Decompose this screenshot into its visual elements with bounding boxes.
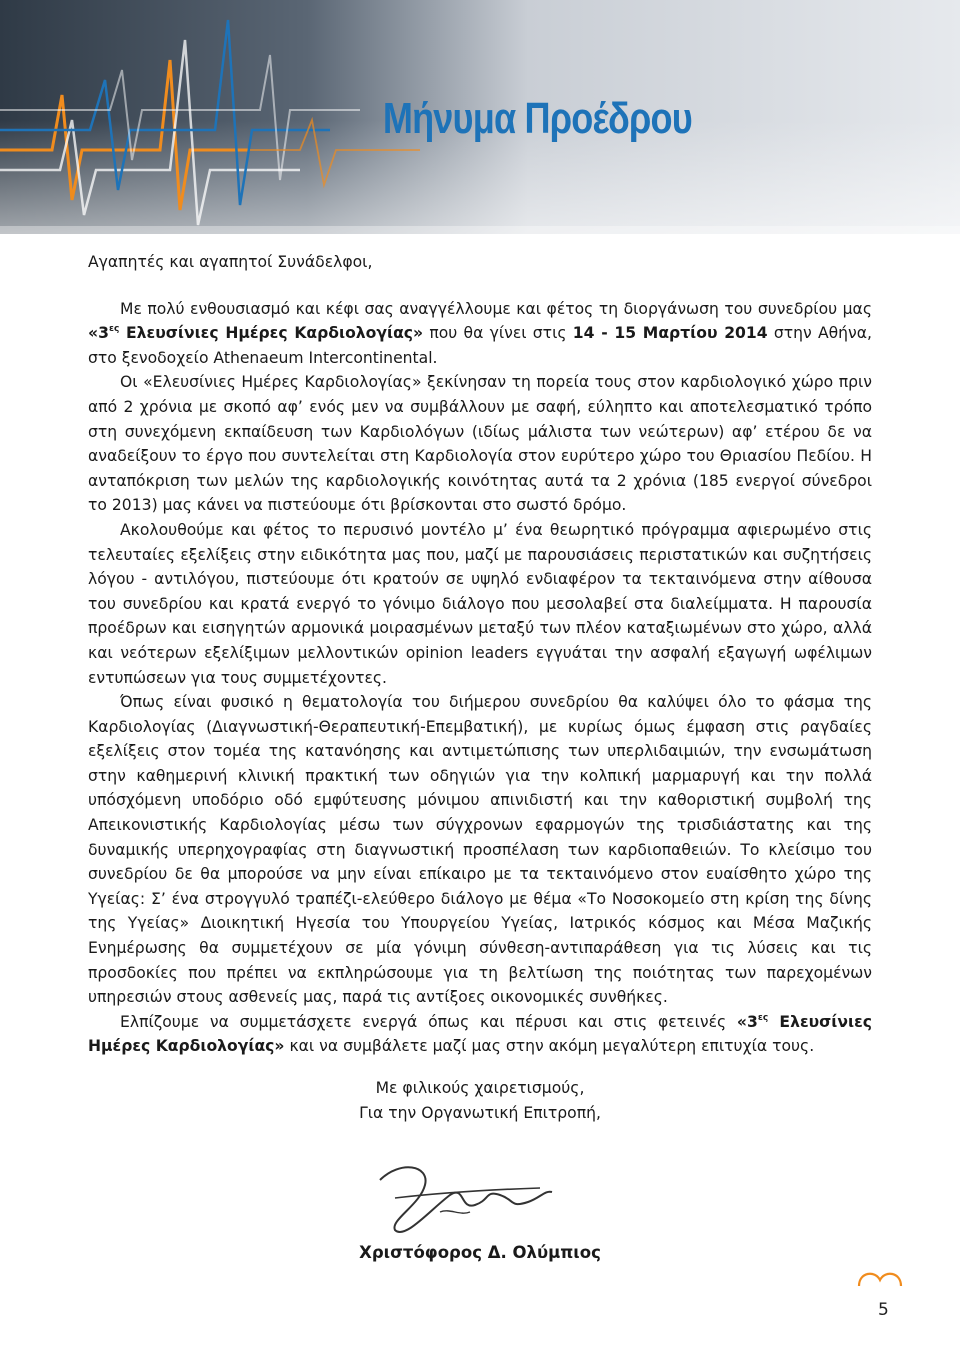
closing-committee: Για την Οργανωτική Επιτροπή, — [359, 1103, 601, 1122]
paragraph-3: Ακολουθούμε και φέτος το περυσινό μοντέλο μ’ ένα θεωρητικό πρόγραμμα αφιερωμένο στις τελευταίες εξελίξεις στην ειδικότητα μας που, μαζί με παρουσιάσεις περιστατικών και συζητήσεις λόγου - αντιλόγου, πιστεύουμε ότι κρατούν σε υψηλό ενδιαφέρον τα τεκταινόμενα στην αίθουσα του συνεδρίου και κρατά ενεργό το γόνιμο διάλογο που μεσολαβεί στα διαλείμματα. Η παρουσία προέδρων και εισηγητών αρμονικά μοιρασμένων μεταξύ των πλέον καταξιωμένων στο χώρο, αλλά και νεότερων εξελίξιμων μελλοντικών opinion leaders εγγυάται την ασφαλή εξαγωγή ωφέλιμων εντυπώσεων για τους συμμετέχοντες. — [88, 520, 872, 687]
closing-block — [0, 1076, 960, 1125]
header-banner — [0, 0, 960, 234]
p1-text-f: στην Αθήνα, στο ξενοδοχείο Athenaeum Intercontinental. — [88, 324, 872, 367]
p5-ordinal-suffix: ες — [757, 1012, 769, 1023]
closing-greeting: Με φιλικούς χαιρετισμούς, — [375, 1079, 585, 1097]
p1-event-title: Ελευσίνιες Ημέρες Καρδιολογίας» — [119, 324, 424, 343]
paragraph-5 — [88, 1010, 872, 1059]
paragraph-1 — [88, 297, 872, 371]
p1-event-number: «3 — [88, 324, 109, 343]
p5-text-d: και να συμβάλετε μαζί μας στην ακόμη μεγαλύτερη επιτυχία τους. — [284, 1037, 815, 1056]
page-title: Μήνυμα Προέδρου — [382, 94, 692, 143]
p1-event-name — [88, 324, 423, 342]
p1-text-d: που θα γίνει στις — [423, 324, 573, 343]
p1-ordinal-suffix: ες — [108, 324, 120, 334]
page-number: 5 — [878, 1300, 889, 1320]
paragraph-2: Οι «Ελευσίνιες Ημέρες Καρδιολογίας» ξεκίνησαν τη πορεία τους στον καρδιολογικό χώρο πριν από 2 χρόνια με σκοπό αφ’ ενός μεν να συμβάλλουν με σαφή, εύληπτο και αποτελεσματικό τρόπο στη συνεχόμενη εκπαίδευση των Καρδιολόγων (ιδίως μάλιστα των νεώτερων) αφ’ ετέρου δε να αναδείξουν το έργο που συντελείται στη Καρδιολογία στον ευρύτερο χώρο του Θριασίου Πεδίου. Η ανταπόκριση των μελών της καρδιολογικής κοινότητας αυτά τα 2 χρόνια (185 ενεργοί σύνεδροι το 2013) μας κάνει να πιστεύουμε ότι βρίσκονται στο σωστό δρόμο. — [88, 373, 872, 515]
heart-logo-icon — [855, 1264, 905, 1304]
p1-event-dates: 14 - 15 Μαρτίου 2014 — [572, 324, 768, 343]
signer-name: Χριστόφορος Δ. Ολύμπιος — [359, 1243, 601, 1262]
p1-text-a: Με πολύ ενθουσιασμό και κέφι σας αναγγέλλουμε και φέτος τη διοργάνωση του συνεδρίου μας — [120, 299, 872, 318]
p5-event-number: «3 — [736, 1012, 758, 1031]
salutation: Αγαπητές και αγαπητοί Συνάδελφοι, — [88, 253, 373, 271]
handwritten-signature — [360, 1150, 560, 1240]
p5-event-title: Ελευσίνιες Ημέρες Καρδιολογίας» — [88, 1012, 872, 1056]
p5-text-a: Ελπίζουμε να συμμετάσχετε ενεργά όπως και πέρυσι και στις φετεινές — [120, 1012, 737, 1031]
letter-body — [88, 250, 872, 1059]
paragraph-4: Όπως είναι φυσικό η θεματολογία του διήμερου συνεδρίου θα καλύψει όλο το φάσμα της Καρδιολογίας (Διαγνωστική-Θεραπευτική-Επεμβατική), με κυρίως όμως έμφαση στις ραγδαίες εξελίξεις στον τομέα της κατανόησης και αντιμετώπισης των υπερλιδαιμιών, την ενσωμάτωση στην καθημερινή κλινική πρακτική των οδηγιών για την κολπική μαρμαρυγή και την πολλά υπόσχόμενη υποδόριο οδό εμφύτευσης μόνιμου απινιδιστή και την καθοριστική συμβολή της Απεικονιστικής Καρδιολογίας μέσω των σύγχρονων εφαρμογών της τρισδιάστατης και της δυναμικής υπερηχογραφίας στη διαγνωστική προσπέλαση των καρδιοπαθειών. Το κλείσιμο του συνεδρίου δε θα μπορούσε να μην είναι επίκαιρο με τα τεκταινόμενο στον ευαίσθητο χώρο της Υγείας: Σ’ ένα στρογγυλό τραπέζι-ελεύθερο διάλογο με θέμα «Το Νοσοκομείο στη κρίση της δίνης της Υγείας» Διοικητική Ηγεσία του Υπουργείου Υγείας, Ιατρικός κόσμος και Μέσα Μαζικής Ενημέρωσης θα συμμετέχουν σε μία γόνιμη σύνθεση-αντιπαράθεση για τις λύσεις και τις προσδοκίες που πρέπει να εκπληρώσουμε για τη βελτίωση της ποιότητας των παρεχομένων υπηρεσιών στους ασθενείς μας, παρά τις αντίξοες οικονομικές συνθήκες. — [88, 693, 872, 1007]
